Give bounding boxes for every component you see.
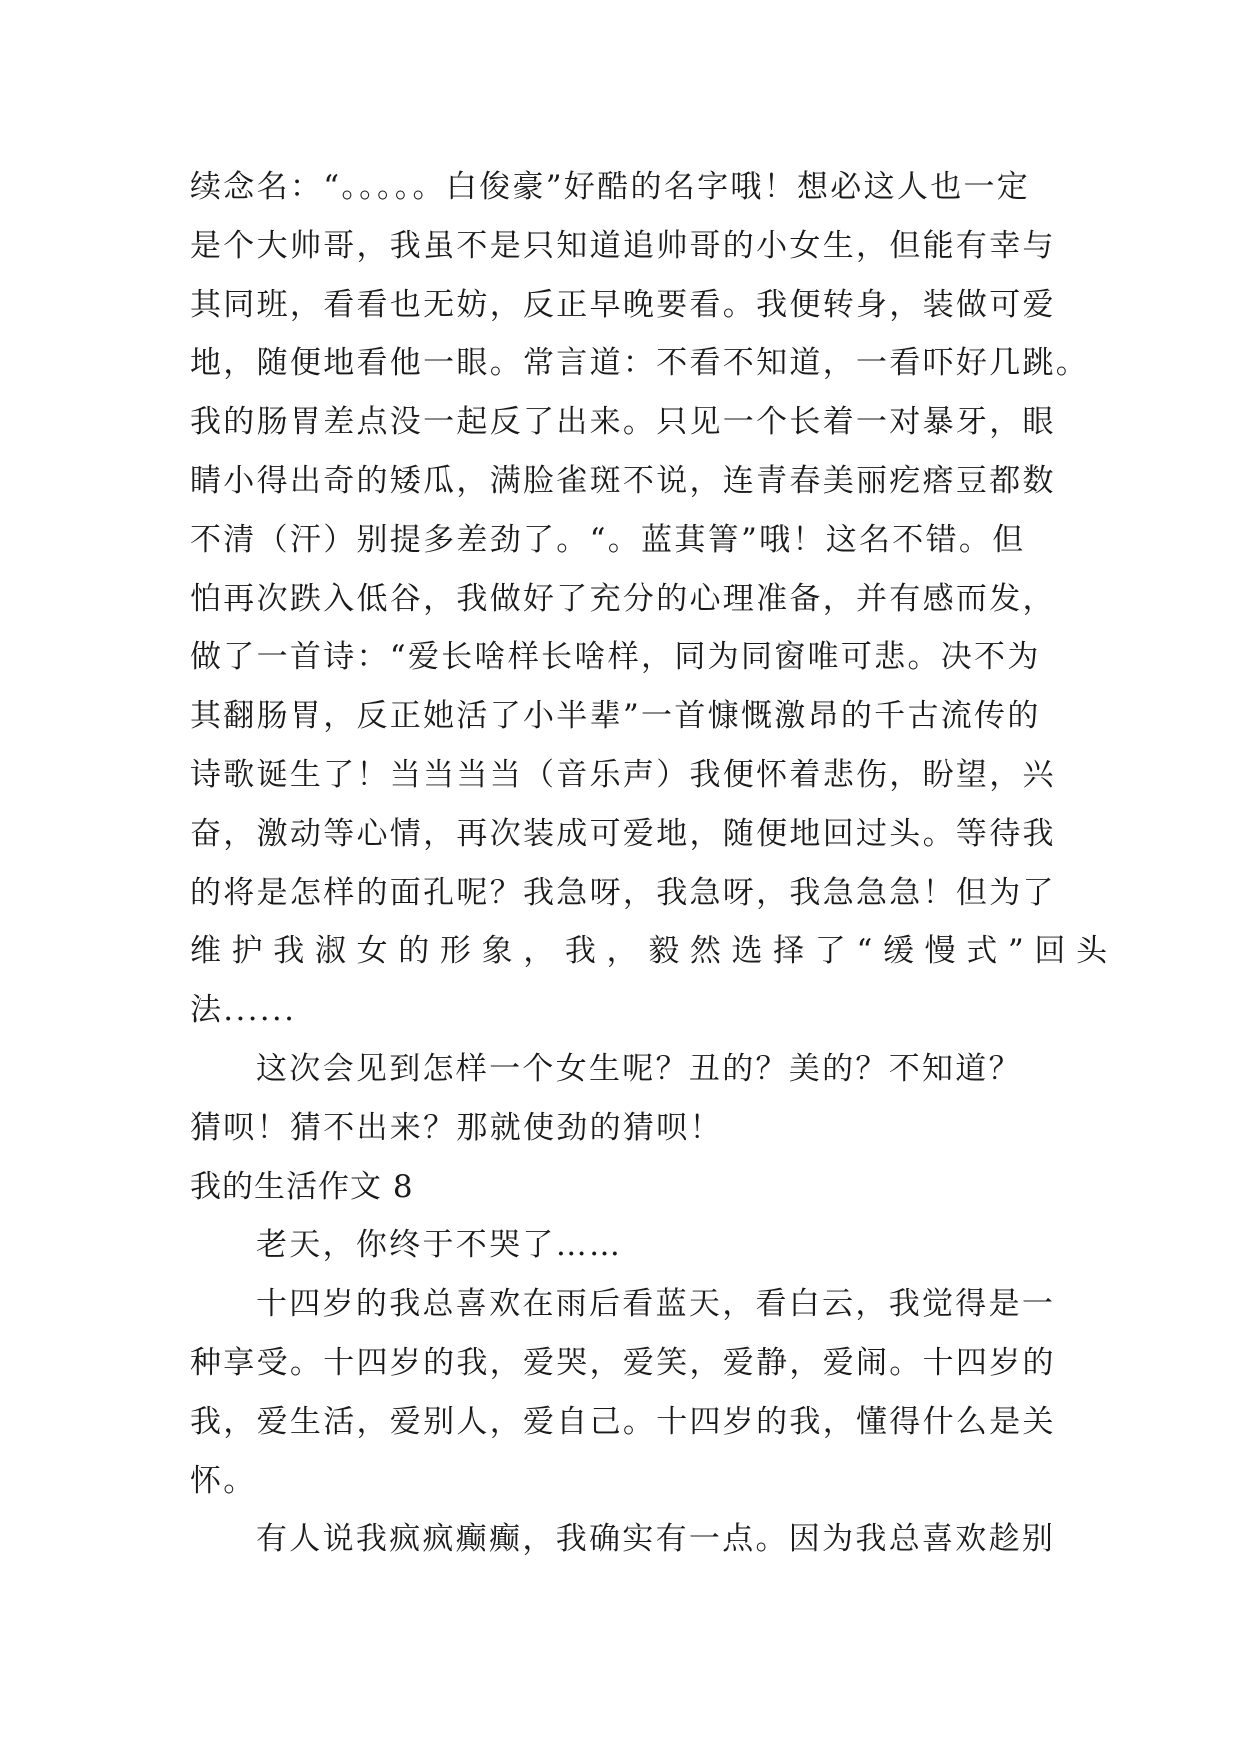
document-body — [190, 158, 1108, 1569]
text-line: 是个大帅哥，我虽不是只知道追帅哥的小女生，但能有幸与 — [190, 227, 1056, 264]
text-line: 奋，激动等心情，再次装成可爱地，随便地回过头。等待我 — [190, 815, 1056, 852]
text-line: 法...... — [190, 992, 297, 1029]
text-line: 我，爱生活，爱别人，爱自己。十四岁的我，懂得什么是关 — [190, 1403, 1056, 1440]
text-line: 怀。 — [190, 1462, 257, 1499]
text-line: 其同班，看看也无妨，反正早晚要看。我便转身，装做可爱 — [190, 286, 1056, 323]
text-line: 我的肠胃差点没一起反了出来。只见一个长着一对暴牙，眼 — [190, 404, 1056, 441]
text-line: 的将是怎样的面孔呢？我急呀，我急呀，我急急急！但为了 — [190, 874, 1056, 911]
text-line: 十四岁的我总喜欢在雨后看蓝天，看白云，我觉得是一 — [256, 1286, 1056, 1323]
text-line: 不清（汗）别提多差劲了。“。蓝萁箐”哦！这名不错。但 — [190, 521, 1026, 558]
paragraph-guess — [190, 1040, 1060, 1158]
paragraph-opening: 老天，你终于不哭了…… — [256, 1227, 623, 1264]
paragraph-last: 有人说我疯疯癫癫，我确实有一点。因为我总喜欢趁别 — [256, 1521, 1056, 1558]
text-line: 其翻肠胃，反正她活了小半辈”一首慷慨激昂的千古流传的 — [190, 698, 1041, 735]
paragraph-story-continuation — [190, 158, 1108, 1040]
text-line: 睛小得出奇的矮瓜，满脸雀斑不说，连青春美丽疙瘩豆都数 — [190, 462, 1056, 499]
text-line: 维 护 我 淑 女 的 形 象 ， 我 ， 毅 然 选 择 了 “ 缓 慢 式 ” 回 头 — [190, 933, 1108, 970]
text-line: 续念名：“。。。。。白俊豪”好酷的名字哦！想必这人也一定 — [190, 169, 1031, 205]
text-line: 种享受。十四岁的我，爱哭，爱笑，爱静，爱闹。十四岁的 — [190, 1344, 1056, 1381]
text-line: 这次会见到怎样一个女生呢？丑的？美的？不知道？ — [256, 1050, 1022, 1087]
text-line: 地，随便地看他一眼。常言道：不看不知道，一看吓好几跳。 — [190, 345, 1090, 382]
text-line: 做了一首诗：“爱长啥样长啥样，同为同窗唯可悲。决不为 — [190, 639, 1041, 676]
text-line: 猜呗！猜不出来？那就使劲的猜呗！ — [190, 1109, 723, 1146]
text-line: 诗歌诞生了！当当当当（音乐声）我便怀着悲伤，盼望，兴 — [190, 756, 1056, 793]
paragraph-fourteen — [190, 1275, 1060, 1510]
text-line: 怕再次跌入低谷，我做好了充分的心理准备，并有感而发， — [190, 580, 1056, 617]
essay-heading: 我的生活作文 8 — [190, 1168, 414, 1205]
